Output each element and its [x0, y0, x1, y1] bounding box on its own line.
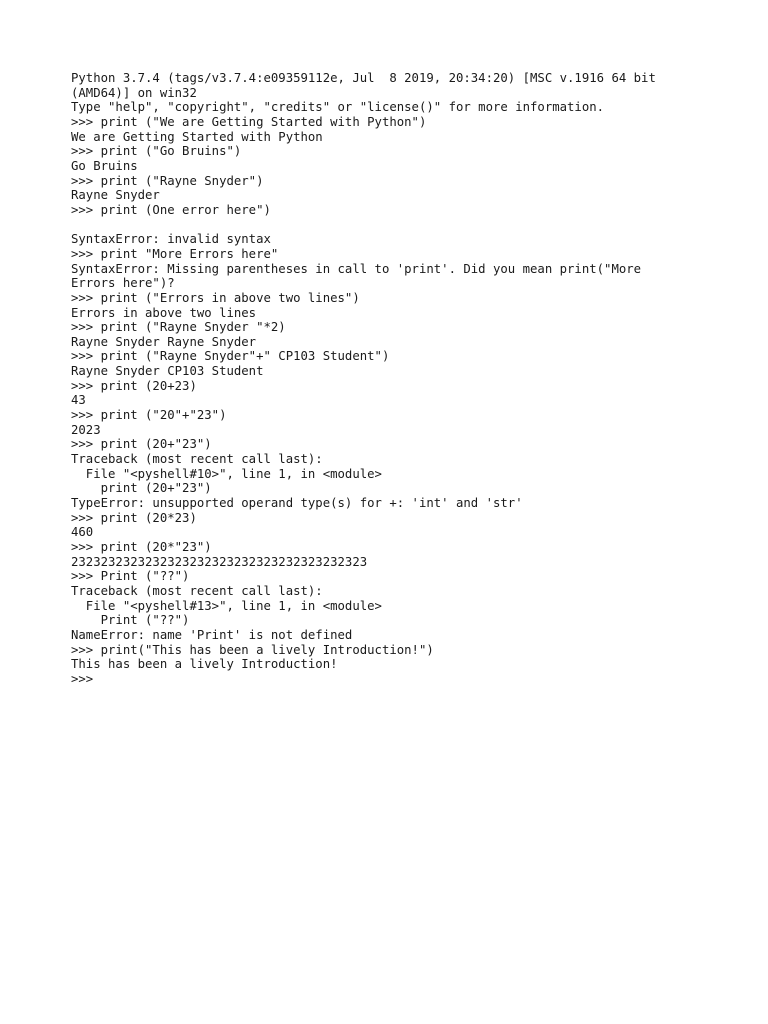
shell-line: >>> print (20+"23") — [71, 437, 212, 452]
shell-line: Traceback (most recent call last): — [71, 583, 323, 598]
shell-line: 2023 — [71, 422, 101, 437]
shell-line — [71, 218, 751, 233]
shell-line: This has been a lively Introduction! — [71, 657, 338, 672]
shell-line: Traceback (most recent call last): — [71, 452, 323, 467]
shell-line: >>> Print ("??") — [71, 569, 190, 584]
shell-line: >>> print (20*"23") — [71, 540, 212, 554]
shell-line: >>> print("This has been a lively Introduction!") — [71, 642, 434, 657]
shell-line: TypeError: unsupported operand type(s) for +: 'int' and 'str' — [71, 496, 523, 511]
shell-line: NameError: name 'Print' is not defined — [71, 627, 353, 642]
shell-line: 43 — [71, 393, 86, 408]
shell-line: SyntaxError: invalid syntax — [71, 232, 271, 247]
shell-line: >>> print ("We are Getting Started with Python") — [71, 114, 427, 129]
shell-line: Rayne Snyder CP103 Student — [71, 364, 264, 379]
shell-line: >>> print (20+23) — [71, 378, 197, 393]
shell-prompt-line: >>> — [71, 671, 94, 686]
shell-line: >>> print ("Rayne Snyder") — [71, 173, 264, 188]
shell-line: File "<pyshell#10>", line 1, in <module> — [71, 466, 382, 481]
shell-line: 2323232323232323232323232323232323232323 — [71, 554, 368, 569]
shell-line: Type "help", "copyright", "credits" or "license()" for more information. — [71, 100, 605, 115]
shell-line: We are Getting Started with Python — [71, 129, 323, 144]
shell-line: 460 — [71, 525, 94, 540]
shell-line: Rayne Snyder Rayne Snyder — [71, 334, 257, 349]
shell-line: >>> print ("Errors in above two lines") — [71, 290, 360, 305]
document-page — [71, 71, 751, 687]
shell-line: >>> print (One error here") — [71, 202, 271, 217]
shell-line: >>> print ("Go Bruins") — [71, 144, 242, 159]
shell-line: >>> print ("Rayne Snyder "*2) — [71, 320, 286, 335]
shell-line: Go Bruins — [71, 158, 138, 173]
shell-line: Python 3.7.4 (tags/v3.7.4:e09359112e, Jul 8 2019, 20:34:20) [MSC v.1916 64 bit — [71, 71, 656, 85]
shell-line: (AMD64)] on win32 — [71, 85, 197, 100]
shell-line: Errors here")? — [71, 276, 175, 291]
shell-line: SyntaxError: Missing parentheses in call to 'print'. Did you mean print("More — [71, 261, 642, 276]
shell-line: >>> print ("20"+"23") — [71, 408, 227, 423]
shell-line: >>> print ("Rayne Snyder"+" CP103 Student") — [71, 349, 390, 364]
shell-line: File "<pyshell#13>", line 1, in <module> — [71, 598, 382, 613]
shell-line: print (20+"23") — [71, 481, 212, 496]
shell-line: Errors in above two lines — [71, 305, 257, 320]
shell-line: >>> print (20*23) — [71, 510, 197, 525]
shell-line: Print ("??") — [71, 613, 190, 628]
shell-line: Rayne Snyder — [71, 188, 160, 203]
shell-line: >>> print "More Errors here" — [71, 246, 279, 261]
